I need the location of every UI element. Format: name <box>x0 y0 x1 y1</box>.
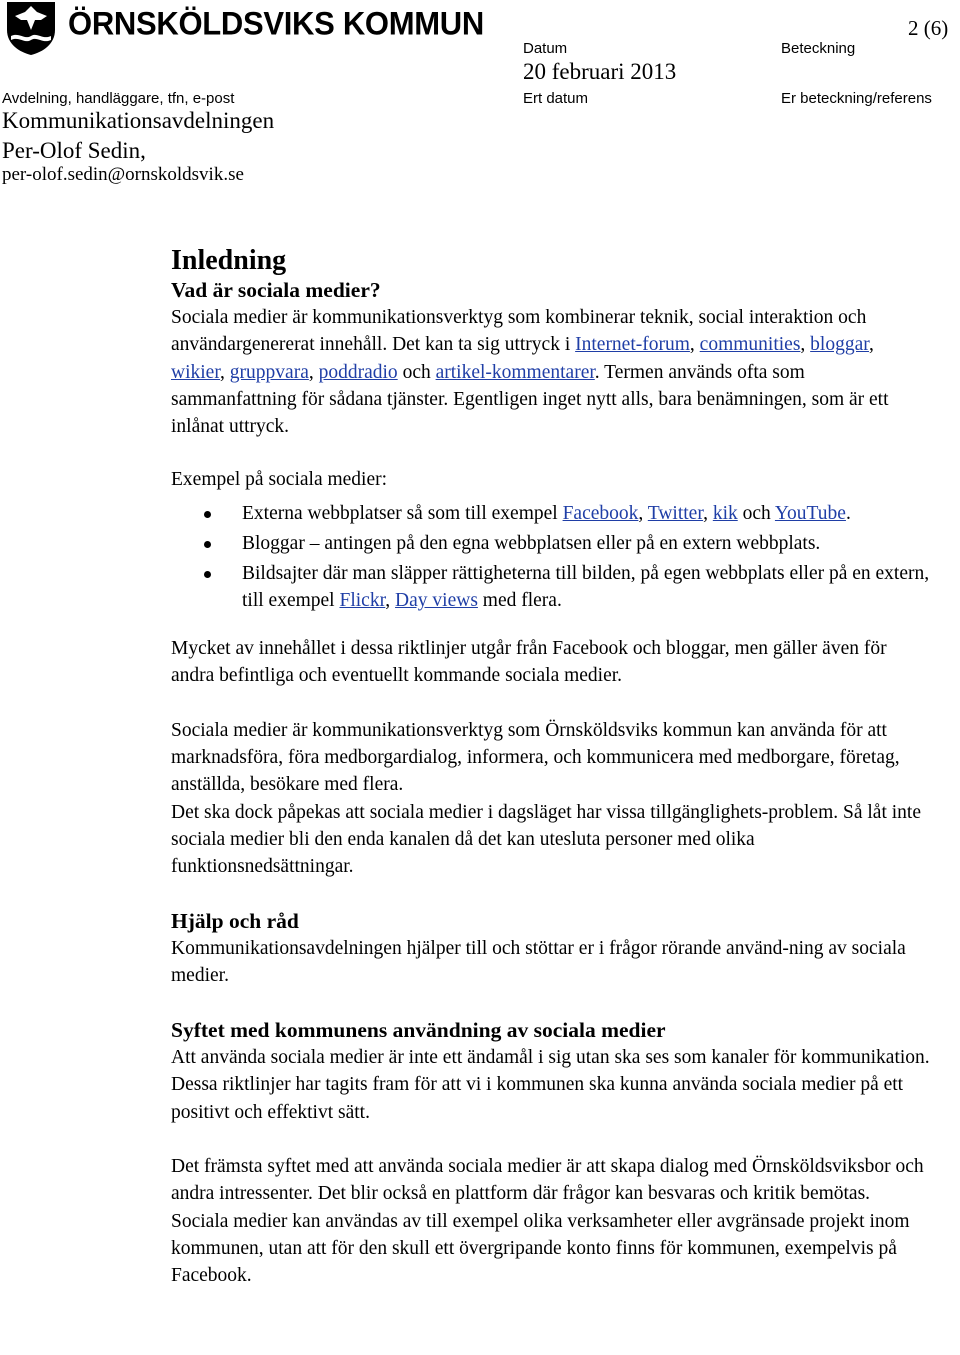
paragraph-main-purpose: Det främsta syftet med att använda sociala medier är att skapa dialog med Örnsköldsviksbor och andra intressenter. Det blir också en plattform där frågor kan besvaras och kritik bemötas. Sociala medier kan användas av till exempel olika verksamheter eller avgränsade projekt inom kommunen, utan att för den skull ett övergripande konto finns för kommunen, exempelvis på Facebook. <box>171 1156 924 1287</box>
link-flickr[interactable]: Flickr <box>339 589 386 611</box>
paragraph-definition: Sociala medier är kommunikationsverktyg som kombinerar teknik, social interaktion och användargenererat innehåll. Det kan ta sig uttryck i Internet-forum, communities, bloggar, wikier, gruppvara, poddradio och artikel-kommentarer. Termen används ofta som sammanfattning för sådana tjänster. Egentligen inget nytt alls, bara benämningen, som är ett inlånat uttryck. <box>171 307 889 438</box>
examples-list <box>171 500 931 614</box>
document-date: 20 februari 2013 <box>523 59 677 84</box>
municipality-crest-icon <box>5 0 57 56</box>
link-kik[interactable]: kik <box>712 502 738 524</box>
link-facebook[interactable]: Facebook <box>562 502 639 524</box>
department-label: Avdelning, handläggare, tfn, e-post <box>2 90 235 107</box>
reference-label: Beteckning <box>781 40 856 57</box>
list-item: Bloggar – antingen på den egna webbplatsen eller på en extern webbplats. <box>171 530 931 557</box>
link-internet-forum[interactable]: Internet-forum <box>575 334 690 356</box>
link-bloggar[interactable]: bloggar <box>810 334 869 356</box>
your-date-label: Ert datum <box>523 90 589 107</box>
section-heading-help: Hjälp och råd <box>171 908 299 933</box>
bullet-icon <box>204 541 211 548</box>
link-day-views[interactable]: Day views <box>395 589 478 611</box>
link-poddradio[interactable]: poddradio <box>318 361 398 383</box>
link-wikier[interactable]: wikier <box>171 361 221 383</box>
your-reference-label: Er beteckning/referens <box>781 90 932 107</box>
section-heading-purpose: Syftet med kommunens användning av sociala medier <box>171 1018 666 1043</box>
paragraph-accessibility: Det ska dock påpekas att sociala medier i dagsläget har vissa tillgänglighets-problem. Så låt inte sociala medier bli den enda kanalen då det kan utesluta personer med olika funktionsnedsättningar. <box>171 801 921 878</box>
list-item: Externa webbplatser så som till exempel Facebook, Twitter, kik och YouTube. <box>171 500 931 527</box>
date-label: Datum <box>523 40 568 57</box>
organization-name: ÖRNSKÖLDSVIKS KOMMUN <box>68 5 484 42</box>
link-twitter[interactable]: Twitter <box>647 502 704 524</box>
department-name: Kommunikationsavdelningen <box>2 108 275 133</box>
subheading-what-is-social-media: Vad är sociala medier? <box>171 278 381 302</box>
link-youtube[interactable]: YouTube <box>774 502 846 524</box>
paragraph-purpose: Att använda sociala medier är inte ett ändamål i sig utan ska ses som kanaler för kommunikation. Dessa riktlinjer har tagits fram för att vi i kommunen ska kunna använda sociala medier på ett positivt och effektivt sätt. <box>171 1047 930 1123</box>
page-number: 2 (6) <box>908 16 949 40</box>
link-gruppvara[interactable]: gruppvara <box>229 361 309 383</box>
link-artikelkommentarer[interactable]: artikel-kommentarer <box>435 361 595 383</box>
paragraph-usage: Sociala medier är kommunikationsverktyg som Örnsköldsviks kommun kan använda för att marknadsföra, föra medborgardialog, informera, och kommunicera med medborgare, företag, anställda, besökare med flera. <box>171 719 900 796</box>
list-item: Bildsajter där man släpper rättigheterna till bilden, på egen webbplats eller på en extern, till exempel Flickr, Day views med flera. <box>171 560 931 615</box>
bullet-icon <box>204 571 211 578</box>
link-communities[interactable]: communities <box>699 334 801 356</box>
bullet-icon <box>204 511 211 518</box>
examples-intro: Exempel på sociala medier: <box>171 469 388 491</box>
paragraph-help: Kommunikationsavdelningen hjälper till och stöttar er i frågor rörande använd-ning av sociala medier. <box>171 937 906 986</box>
section-heading-intro: Inledning <box>171 245 287 276</box>
handler-name: Per-Olof Sedin, <box>2 138 146 163</box>
document-body <box>171 245 931 1290</box>
handler-email[interactable]: per-olof.sedin@ornskoldsvik.se <box>2 164 244 185</box>
paragraph-scope: Mycket av innehållet i dessa riktlinjer utgår från Facebook och bloggar, men gäller även för andra befintliga och eventuellt kommande sociala medier. <box>171 638 887 687</box>
